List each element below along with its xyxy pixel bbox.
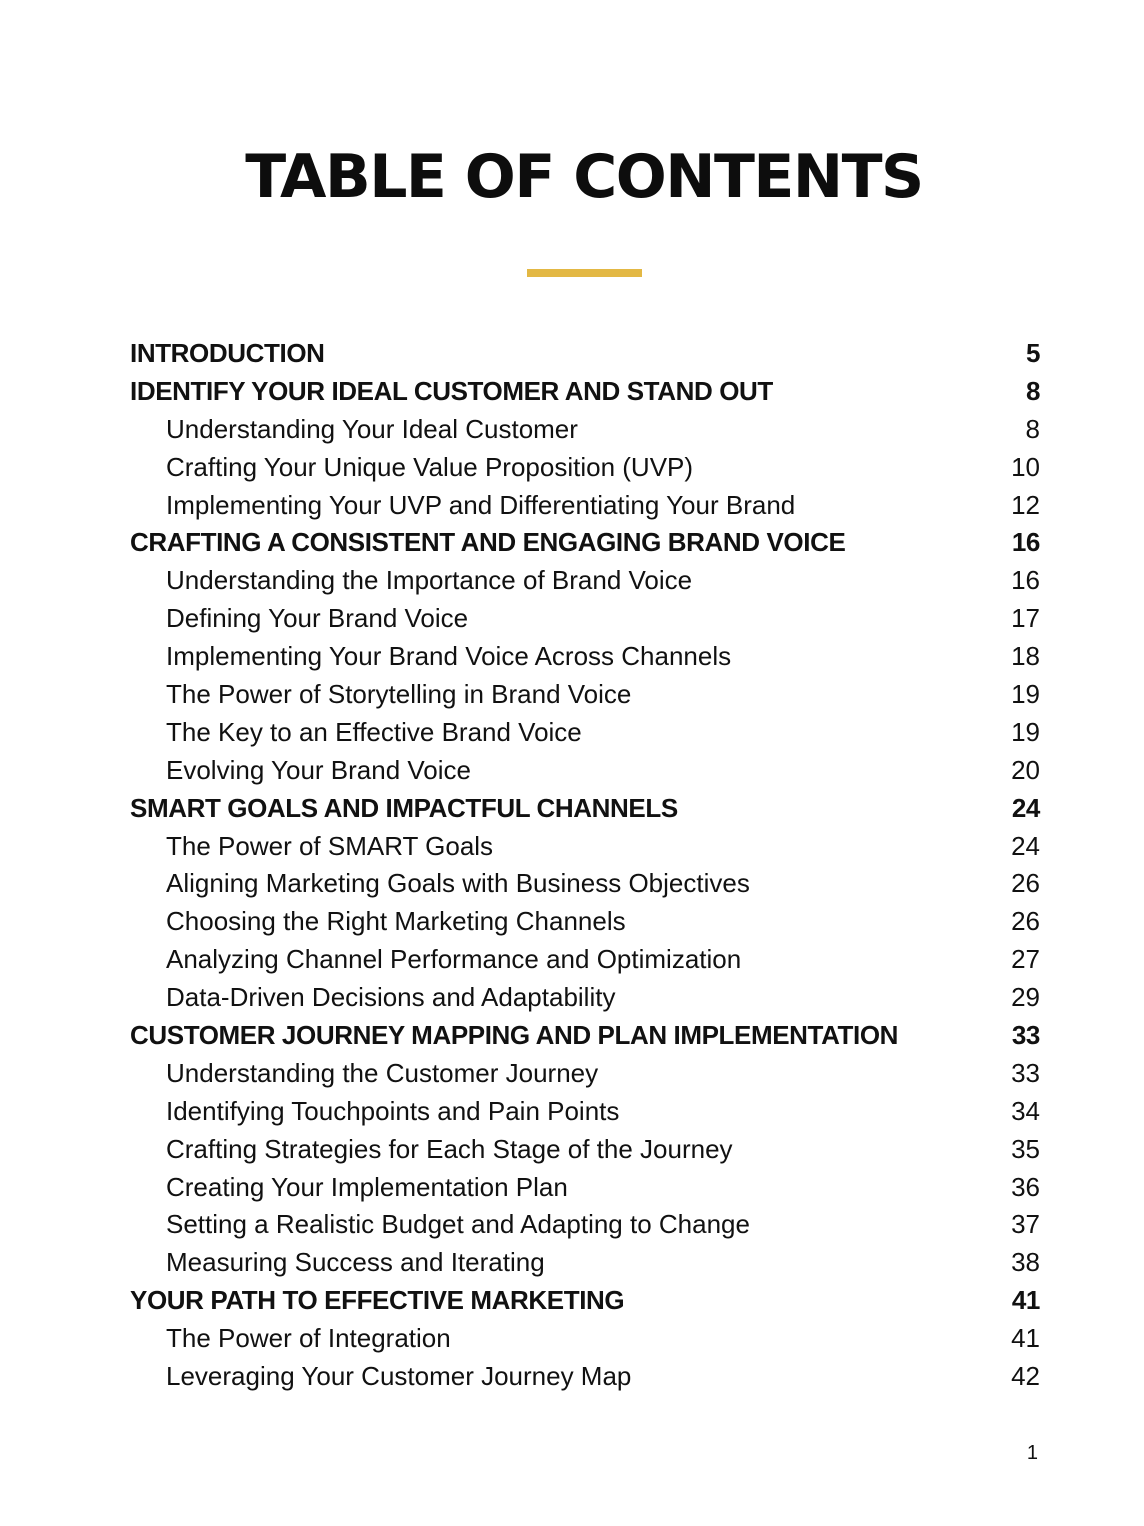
toc-section-entry[interactable] [130,676,1040,714]
toc-section-entry[interactable] [130,449,1040,487]
toc-entry-label: SMART GOALS AND IMPACTFUL CHANNELS [130,792,678,823]
toc-section-entry[interactable] [130,1093,1040,1131]
toc-entry-label: Crafting Strategies for Each Stage of the Journey [166,1133,733,1164]
toc-entry-page-number: 5 [1025,338,1040,368]
toc-entry-label: The Power of SMART Goals [166,830,494,861]
toc-entry-label: Understanding the Importance of Brand Voice [166,565,693,596]
toc-entry-page-number: 26 [1011,906,1040,937]
toc-entry-page-number: 10 [1011,451,1040,482]
toc-entry-label: The Power of Integration [166,1323,451,1354]
toc-entry-label: CUSTOMER JOURNEY MAPPING AND PLAN IMPLEMENTATION [130,1020,899,1051]
toc-entry-label: Evolving Your Brand Voice [166,754,471,785]
toc-entry-label: YOUR PATH TO EFFECTIVE MARKETING [130,1285,625,1316]
toc-entry-label: CRAFTING A CONSISTENT AND ENGAGING BRAND VOICE [130,527,846,558]
toc-section-entry[interactable] [130,752,1040,790]
toc-entry-page-number: 41 [1011,1285,1040,1316]
toc-section-entry[interactable] [130,1206,1040,1244]
toc-entry-page-number: 20 [1011,754,1040,785]
toc-section-entry[interactable] [130,865,1040,903]
toc-entry-page-number: 35 [1011,1133,1040,1164]
toc-entry-label: Identifying Touchpoints and Pain Points [166,1095,620,1126]
toc-entry-page-number: 24 [1011,792,1040,823]
toc-entry-label: Analyzing Channel Performance and Optimization [166,944,742,975]
toc-entry-label: INTRODUCTION [130,338,325,368]
toc-entry-page-number: 24 [1011,830,1040,861]
toc-section-entry[interactable] [130,979,1040,1017]
toc-section-entry[interactable] [130,1169,1040,1207]
toc-entry-page-number: 26 [1011,868,1040,899]
toc-entry-page-number: 16 [1011,527,1040,558]
toc-entry-label: Implementing Your Brand Voice Across Channels [166,641,732,672]
table-of-contents [130,335,1040,1396]
toc-entry-page-number: 33 [1011,1020,1040,1051]
toc-entry-page-number: 19 [1011,679,1040,710]
page-title: TABLE OF CONTENTS [245,142,923,212]
toc-entry-page-number: 17 [1011,603,1040,634]
toc-entry-label: IDENTIFY YOUR IDEAL CUSTOMER AND STAND OUT [130,375,773,406]
toc-entry-page-number: 33 [1011,1057,1040,1088]
toc-section-entry[interactable] [130,1358,1040,1396]
toc-chapter-entry[interactable] [130,373,1040,411]
toc-entry-label: Understanding Your Ideal Customer [166,413,578,444]
toc-entry-page-number: 36 [1011,1171,1040,1202]
toc-section-entry[interactable] [130,1131,1040,1169]
toc-section-entry[interactable] [130,562,1040,600]
toc-chapter-entry[interactable] [130,335,1040,373]
toc-section-entry[interactable] [130,411,1040,449]
toc-section-entry[interactable] [130,1244,1040,1282]
toc-chapter-entry[interactable] [130,1017,1040,1055]
toc-entry-label: Creating Your Implementation Plan [166,1171,568,1202]
toc-entry-page-number: 16 [1011,565,1040,596]
toc-entry-page-number: 42 [1011,1361,1040,1392]
toc-section-entry[interactable] [130,487,1040,525]
toc-chapter-entry[interactable] [130,524,1040,562]
toc-entry-label: The Power of Storytelling in Brand Voice [166,679,632,710]
toc-entry-page-number: 38 [1011,1247,1040,1278]
toc-entry-label: Defining Your Brand Voice [166,603,469,634]
toc-entry-label: Leveraging Your Customer Journey Map [166,1361,632,1392]
toc-entry-label: Understanding the Customer Journey [166,1057,599,1088]
toc-entry-label: Crafting Your Unique Value Proposition (UVP) [166,451,694,482]
toc-entry-page-number: 8 [1025,413,1040,444]
toc-chapter-entry[interactable] [130,790,1040,828]
toc-section-entry[interactable] [130,638,1040,676]
toc-entry-label: Setting a Realistic Budget and Adapting to Change [166,1209,750,1240]
toc-chapter-entry[interactable] [130,1282,1040,1320]
toc-section-entry[interactable] [130,941,1040,979]
toc-section-entry[interactable] [130,1320,1040,1358]
toc-entry-page-number: 19 [1011,716,1040,747]
toc-entry-label: The Key to an Effective Brand Voice [166,716,582,747]
toc-entry-label: Data-Driven Decisions and Adaptability [166,982,616,1013]
toc-entry-page-number: 41 [1011,1323,1040,1354]
toc-section-entry[interactable] [130,714,1040,752]
toc-section-entry[interactable] [130,903,1040,941]
toc-entry-page-number: 8 [1025,375,1040,406]
toc-entry-page-number: 27 [1011,944,1040,975]
toc-entry-page-number: 37 [1011,1209,1040,1240]
toc-section-entry[interactable] [130,1055,1040,1093]
toc-entry-label: Measuring Success and Iterating [166,1247,545,1278]
toc-entry-label: Implementing Your UVP and Differentiating Your Brand [166,489,796,520]
page-number: 1 [1026,1442,1038,1464]
toc-entry-page-number: 18 [1011,641,1040,672]
title-accent-bar [527,269,642,277]
toc-entry-label: Aligning Marketing Goals with Business Objectives [166,868,750,899]
toc-entry-page-number: 29 [1011,982,1040,1013]
toc-entry-page-number: 12 [1011,489,1040,520]
toc-section-entry[interactable] [130,600,1040,638]
toc-entry-page-number: 34 [1011,1095,1040,1126]
toc-entry-label: Choosing the Right Marketing Channels [166,906,626,937]
toc-section-entry[interactable] [130,828,1040,866]
